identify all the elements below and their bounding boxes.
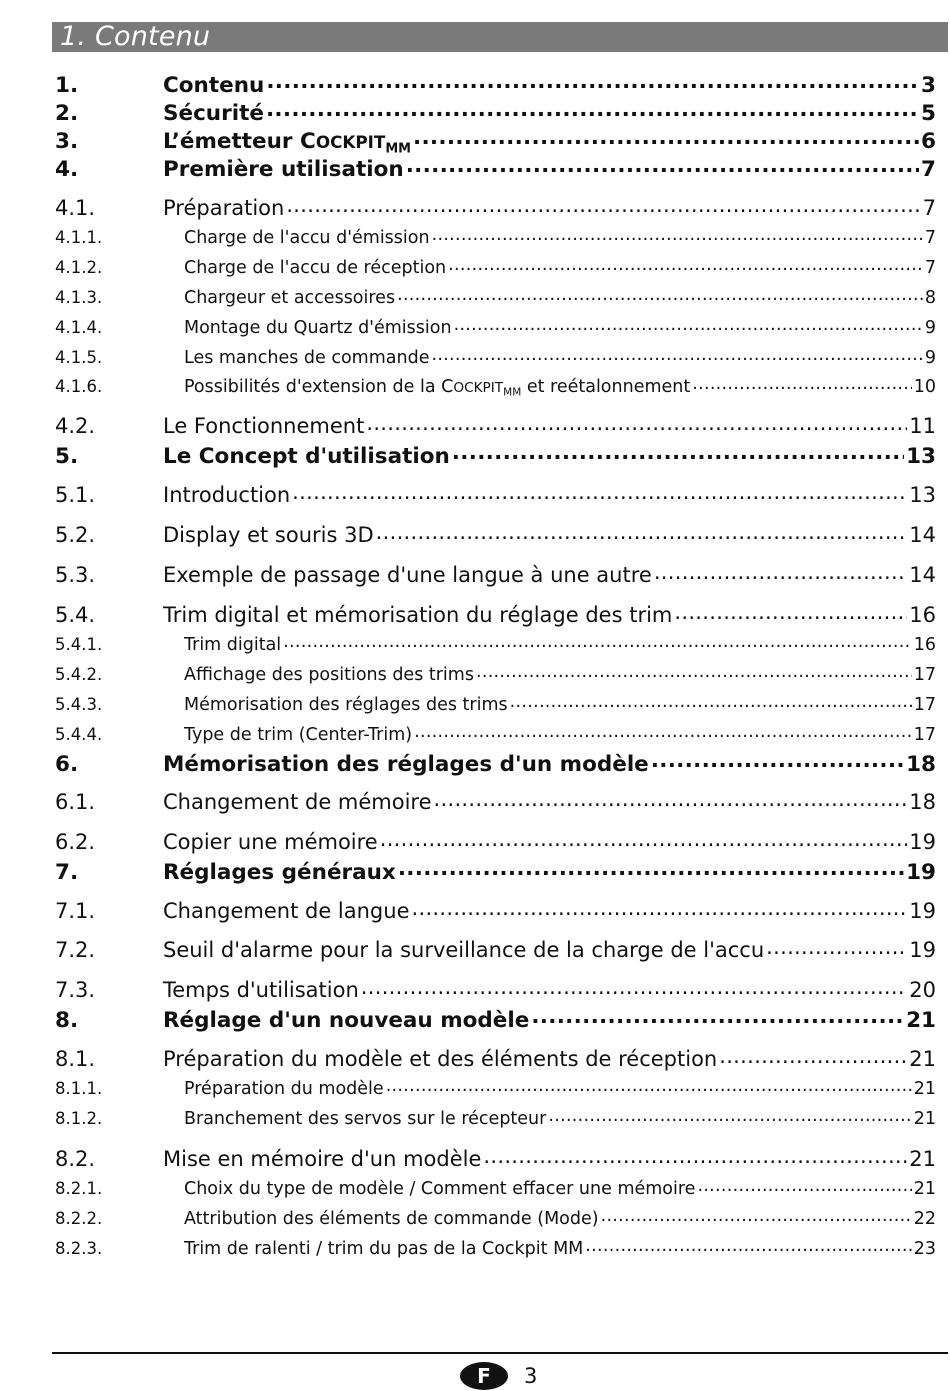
toc-entry[interactable] bbox=[55, 897, 936, 923]
toc-dot-leader bbox=[286, 194, 920, 215]
toc-entry-number: 8.1. bbox=[55, 1047, 96, 1071]
toc-entry-page: 17 bbox=[913, 694, 936, 715]
toc-entry[interactable] bbox=[55, 936, 936, 962]
toc-entry[interactable] bbox=[55, 976, 936, 1002]
toc-entry-number: 6. bbox=[55, 751, 79, 777]
toc-entry-number: 4.1.4. bbox=[55, 317, 103, 337]
toc-dot-leader bbox=[386, 1076, 912, 1094]
section-title: 1. Contenu bbox=[60, 21, 211, 52]
toc-entry-number: 8.2. bbox=[55, 1147, 96, 1171]
toc-entry-number: 4.1. bbox=[55, 196, 96, 220]
toc-entry[interactable] bbox=[55, 345, 936, 368]
toc-dot-leader bbox=[651, 749, 904, 771]
toc-entry-number: 4.1.6. bbox=[55, 376, 103, 396]
toc-entry-page: 18 bbox=[909, 790, 936, 814]
toc-entry-title: Changement de langue bbox=[163, 899, 410, 923]
toc-entry-title: Trim de ralenti / trim du pas de la Cockpit MM bbox=[184, 1238, 584, 1259]
toc-entry-title: Préparation bbox=[163, 196, 285, 220]
toc-dot-leader bbox=[406, 154, 919, 176]
toc-entry[interactable] bbox=[55, 412, 936, 438]
toc-entry-page: 23 bbox=[913, 1238, 936, 1259]
toc-dot-leader bbox=[283, 632, 912, 650]
page-number: 3 bbox=[524, 1364, 538, 1388]
toc-entry-number: 5.4.4. bbox=[55, 724, 103, 744]
toc-entry-page: 21 bbox=[913, 1108, 936, 1129]
toc-dot-leader bbox=[548, 1106, 911, 1124]
toc-dot-leader bbox=[697, 1176, 911, 1194]
toc-entry-title: Mise en mémoire d'un modèle bbox=[163, 1147, 482, 1171]
toc-entry-number: 4.1.1. bbox=[55, 227, 103, 247]
toc-entry-number: 4.1.2. bbox=[55, 257, 103, 277]
toc-entry[interactable] bbox=[55, 315, 936, 338]
toc-entry-page: 21 bbox=[906, 1007, 936, 1033]
toc-entry-number: 4.1.5. bbox=[55, 347, 103, 367]
toc-entry-page: 20 bbox=[909, 978, 936, 1002]
toc-entry[interactable] bbox=[55, 749, 936, 777]
toc-entry[interactable] bbox=[55, 1206, 936, 1229]
toc-entry-page: 8 bbox=[924, 287, 936, 308]
toc-entry-title: Montage du Quartz d'émission bbox=[184, 317, 452, 338]
toc-entry-page: 18 bbox=[906, 751, 936, 777]
toc-entry[interactable] bbox=[55, 441, 936, 469]
toc-dot-leader bbox=[412, 897, 908, 918]
toc-entry-title: Mémorisation des réglages des trims bbox=[184, 694, 508, 715]
toc-entry-title: Seuil d'alarme pour la surveillance de la charge de l'accu bbox=[163, 938, 765, 962]
toc-entry-title: Contenu bbox=[163, 72, 265, 98]
toc-entry-title: Charge de l'accu de réception bbox=[184, 257, 447, 278]
toc-entry-page: 14 bbox=[909, 563, 936, 587]
toc-dot-leader bbox=[266, 98, 919, 120]
toc-entry-page: 9 bbox=[924, 317, 936, 338]
toc-entry-number: 8.1.1. bbox=[55, 1078, 103, 1098]
toc-entry-title: Sécurité bbox=[163, 100, 264, 126]
toc-entry-page: 16 bbox=[913, 634, 936, 655]
toc-entry-title: Préparation du modèle bbox=[184, 1078, 384, 1099]
toc-entry-title: Réglage d'un nouveau modèle bbox=[163, 1007, 530, 1033]
toc-entry-number: 8.2.3. bbox=[55, 1238, 103, 1258]
toc-dot-leader bbox=[292, 481, 907, 502]
toc-entry-number: 5.4. bbox=[55, 603, 96, 627]
toc-entry[interactable] bbox=[55, 632, 936, 655]
toc-entry[interactable] bbox=[55, 857, 936, 885]
toc-entry-page: 17 bbox=[913, 724, 936, 745]
toc-entry[interactable] bbox=[55, 255, 936, 278]
toc-entry-title: Charge de l'accu d'émission bbox=[184, 227, 430, 248]
toc-entry-number: 1. bbox=[55, 72, 79, 98]
toc-entry-number: 6.1. bbox=[55, 790, 96, 814]
toc-entry-title: Introduction bbox=[163, 483, 291, 507]
toc-dot-leader bbox=[674, 601, 907, 622]
toc-entry-number: 3. bbox=[55, 128, 79, 154]
toc-entry-page: 7 bbox=[924, 257, 936, 278]
toc-entry-title: Type de trim (Center-Trim) bbox=[184, 724, 413, 745]
toc-entry-page: 13 bbox=[906, 443, 936, 469]
toc-dot-leader bbox=[766, 936, 907, 957]
toc-entry-page: 19 bbox=[909, 899, 936, 923]
toc-entry-number: 5.4.2. bbox=[55, 664, 103, 684]
toc-entry[interactable] bbox=[55, 126, 936, 154]
toc-entry[interactable] bbox=[55, 521, 936, 547]
toc-entry-number: 2. bbox=[55, 100, 79, 126]
toc-entry-page: 21 bbox=[909, 1147, 936, 1171]
toc-entry[interactable] bbox=[55, 154, 936, 182]
toc-entry-number: 5.2. bbox=[55, 523, 96, 547]
toc-entry-number: 5. bbox=[55, 443, 79, 469]
toc-entry[interactable] bbox=[55, 662, 936, 685]
toc-entry[interactable] bbox=[55, 601, 936, 627]
section-header-bar bbox=[52, 22, 948, 52]
toc-entry[interactable] bbox=[55, 374, 936, 397]
toc-entry-number: 5.4.1. bbox=[55, 634, 103, 654]
toc-dot-leader bbox=[654, 561, 907, 582]
toc-entry-title: Réglages généraux bbox=[163, 859, 396, 885]
toc-entry-page: 9 bbox=[924, 347, 936, 368]
toc-entry-page: 13 bbox=[909, 483, 936, 507]
toc-entry-title: Affichage des positions des trims bbox=[184, 664, 474, 685]
toc-entry-page: 7 bbox=[922, 196, 936, 220]
toc-entry-page: 21 bbox=[913, 1178, 936, 1199]
toc-entry-number: 5.4.3. bbox=[55, 694, 103, 714]
toc-entry-page: 6 bbox=[921, 128, 936, 154]
toc-entry-number: 7.3. bbox=[55, 978, 96, 1002]
toc-entry[interactable] bbox=[55, 1045, 936, 1071]
toc-dot-leader bbox=[719, 1045, 907, 1066]
toc-entry-page: 16 bbox=[909, 603, 936, 627]
toc-dot-leader bbox=[413, 126, 919, 148]
toc-entry-page: 19 bbox=[909, 938, 936, 962]
toc-entry-page: 21 bbox=[913, 1078, 936, 1099]
toc-entry-number: 4. bbox=[55, 156, 79, 182]
toc-entry[interactable] bbox=[55, 70, 936, 98]
toc-dot-leader bbox=[692, 374, 911, 392]
toc-dot-leader bbox=[510, 692, 912, 710]
toc-entry-title: Les manches de commande bbox=[184, 347, 430, 368]
toc-entry-title: Préparation du modèle et des éléments de réception bbox=[163, 1047, 718, 1071]
toc-entry[interactable] bbox=[55, 481, 936, 507]
toc-entry-number: 5.1. bbox=[55, 483, 96, 507]
toc-entry-title: Temps d'utilisation bbox=[163, 978, 359, 1002]
toc-entry-page: 5 bbox=[921, 100, 936, 126]
toc-entry-page: 22 bbox=[913, 1208, 936, 1229]
toc-dot-leader bbox=[476, 662, 912, 680]
toc-entry-title: Le Concept d'utilisation bbox=[163, 443, 450, 469]
toc-dot-leader bbox=[397, 285, 923, 303]
toc-entry[interactable] bbox=[55, 1005, 936, 1033]
toc-entry-title: Première utilisation bbox=[163, 156, 404, 182]
toc-entry-number: 8.1.2. bbox=[55, 1108, 103, 1128]
toc-entry[interactable] bbox=[55, 98, 936, 126]
toc-entry-number: 6.2. bbox=[55, 830, 96, 854]
toc-entry[interactable] bbox=[55, 1106, 936, 1129]
toc-entry[interactable] bbox=[55, 788, 936, 814]
toc-entry[interactable] bbox=[55, 1076, 936, 1099]
toc-dot-leader bbox=[398, 857, 904, 879]
toc-entry-number: 8. bbox=[55, 1007, 79, 1033]
toc-entry-title: Copier une mémoire bbox=[163, 830, 378, 854]
toc-dot-leader bbox=[601, 1206, 912, 1224]
toc-entry-title: Changement de mémoire bbox=[163, 790, 432, 814]
toc-entry[interactable] bbox=[55, 1145, 936, 1171]
toc-dot-leader bbox=[414, 722, 912, 740]
toc-dot-leader bbox=[434, 788, 908, 809]
footer-divider bbox=[52, 1352, 948, 1354]
toc-entry-page: 7 bbox=[921, 156, 936, 182]
toc-entry-page: 17 bbox=[913, 664, 936, 685]
toc-entry-title: Branchement des servos sur le récepteur bbox=[184, 1108, 547, 1129]
toc-entry-page: 19 bbox=[906, 859, 936, 885]
toc-dot-leader bbox=[376, 521, 908, 542]
toc-dot-leader bbox=[452, 441, 904, 463]
toc-entry-title: Trim digital et mémorisation du réglage des trim bbox=[163, 603, 673, 627]
toc-dot-leader bbox=[361, 976, 907, 997]
toc-entry-title: Attribution des éléments de commande (Mode) bbox=[184, 1208, 599, 1229]
toc-dot-leader bbox=[531, 1005, 904, 1027]
toc-entry-number: 8.2.1. bbox=[55, 1178, 103, 1198]
toc-entry-number: 5.3. bbox=[55, 563, 96, 587]
toc-dot-leader bbox=[432, 225, 923, 243]
toc-entry-number: 8.2.2. bbox=[55, 1208, 103, 1228]
toc-entry[interactable] bbox=[55, 225, 936, 248]
language-badge: F bbox=[460, 1362, 508, 1390]
toc-dot-leader bbox=[585, 1236, 911, 1254]
toc-entry[interactable] bbox=[55, 194, 936, 220]
toc-entry-page: 14 bbox=[909, 523, 936, 547]
toc-entry[interactable] bbox=[55, 285, 936, 308]
toc-entry[interactable] bbox=[55, 722, 936, 745]
toc-entry-page: 3 bbox=[921, 72, 936, 98]
toc-entry[interactable] bbox=[55, 828, 936, 854]
toc-entry[interactable] bbox=[55, 692, 936, 715]
toc-entry-page: 10 bbox=[913, 376, 936, 397]
toc-entry-title: Display et souris 3D bbox=[163, 523, 374, 547]
toc-entry-page: 11 bbox=[909, 414, 936, 438]
toc-entry-title: Choix du type de modèle / Comment effacer une mémoire bbox=[184, 1178, 696, 1199]
toc-entry-page: 21 bbox=[909, 1047, 936, 1071]
toc-entry-number: 4.1.3. bbox=[55, 287, 103, 307]
toc-entry[interactable] bbox=[55, 561, 936, 587]
toc-entry[interactable] bbox=[55, 1176, 936, 1199]
toc-entry-title: Chargeur et accessoires bbox=[184, 287, 396, 308]
toc-dot-leader bbox=[448, 255, 923, 273]
toc-entry-title: L’émetteur $COCKPIT_{MM}$ bbox=[163, 128, 411, 156]
toc-entry-page: 19 bbox=[909, 830, 936, 854]
toc-entry-title: Trim digital bbox=[184, 634, 282, 655]
toc-entry-page: 7 bbox=[924, 227, 936, 248]
toc-entry-title: Mémorisation des réglages d'un modèle bbox=[163, 751, 649, 777]
toc-entry-number: 7. bbox=[55, 859, 79, 885]
toc-dot-leader bbox=[431, 345, 922, 363]
toc-entry[interactable] bbox=[55, 1236, 936, 1259]
toc-dot-leader bbox=[266, 70, 919, 92]
toc-entry-title: Possibilités d'extension de la $COCKPIT_{MM}$ et reétalonnement bbox=[184, 376, 691, 399]
toc-dot-leader bbox=[483, 1145, 907, 1166]
toc-entry-number: 4.2. bbox=[55, 414, 96, 438]
toc-entry-title: Le Fonctionnement bbox=[163, 414, 365, 438]
toc-dot-leader bbox=[380, 828, 908, 849]
toc-entry-number: 7.2. bbox=[55, 938, 96, 962]
toc-entry-title: Exemple de passage d'une langue à une autre bbox=[163, 563, 652, 587]
toc-dot-leader bbox=[366, 412, 907, 433]
toc-entry-number: 7.1. bbox=[55, 899, 96, 923]
toc-dot-leader bbox=[454, 315, 923, 333]
